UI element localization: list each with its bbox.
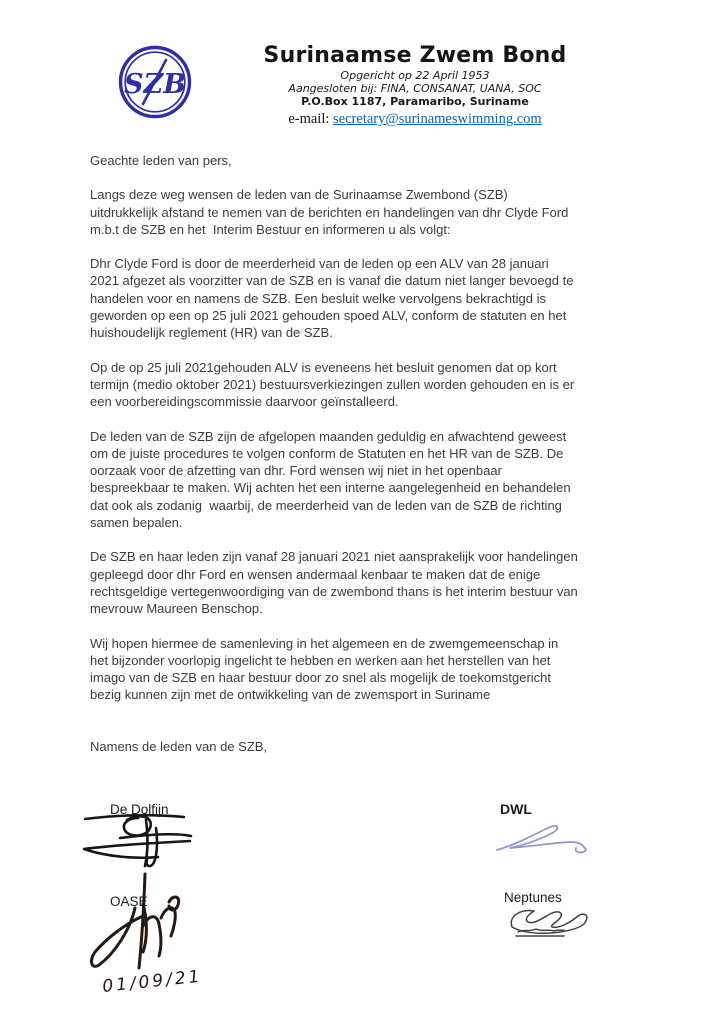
letter-body bbox=[90, 152, 656, 772]
text-line: oorzaak voor de afzetting van dhr. Ford wensen wij niet in het openbaar bbox=[90, 463, 502, 479]
email-line bbox=[182, 111, 648, 128]
signature-dwl bbox=[490, 820, 595, 858]
text-line: m.b.t de SZB en het Interim Bestuur en informeren u als volgt: bbox=[90, 221, 451, 237]
founded-line: Opgericht op 22 April 1953 bbox=[340, 69, 490, 82]
text-line: bezig kunnen zijn met de ontwikkeling van de zwemsport in Suriname bbox=[90, 687, 491, 703]
logo-monogram-text: SZB bbox=[123, 69, 187, 100]
club-label-neptunes: Neptunes bbox=[504, 890, 562, 905]
text-line: rechtsgeldige vertegenwoordiging van de zwembond thans is het interim bestuur van bbox=[90, 583, 578, 599]
text-line: Langs deze weg wensen de leden van de Surinaamse Zwembond (SZB) bbox=[90, 187, 508, 203]
club-label-oase: OASE bbox=[110, 894, 148, 909]
affiliations-line: Aangesloten bij: FINA, CONSANAT, UANA, SOC bbox=[288, 82, 542, 95]
signature-neptunes bbox=[500, 905, 595, 947]
text-line: imago van de SZB en haar bestuur door zo snel als mogelijk de toekomstgericht bbox=[90, 670, 552, 686]
text-line: De leden van de SZB zijn de afgelopen maanden geduldig en afwachtend geweest bbox=[90, 428, 567, 444]
text-line: huishoudelijk reglement (HR) van de SZB. bbox=[90, 325, 333, 341]
text-line: samen bepalen. bbox=[90, 515, 183, 531]
text-line: 2021 afgezet als voorzitter van de SZB en is vanaf die datum niet langer bevoegd te bbox=[90, 273, 574, 289]
address-line: P.O.Box 1187, Paramaribo, Suriname bbox=[301, 95, 529, 108]
text-line: uitdrukkelijk afstand te nemen van de berichten en handelingen van dhr Clyde Ford bbox=[90, 204, 569, 220]
signature-oase bbox=[85, 868, 215, 998]
text-line: dat ook als zodanig waarbij, de meerderheid van de leden van de SZB de richting bbox=[90, 497, 562, 513]
email-label: e-mail: bbox=[288, 111, 334, 127]
paragraph-5 bbox=[90, 548, 656, 617]
greeting bbox=[90, 152, 656, 169]
text-line: om de juiste procedures te volgen conform de Statuten en het HR van de SZB. De bbox=[90, 445, 564, 461]
text-line: een voorbereidingscommissie daarvoor geïnstalleerd. bbox=[90, 394, 399, 410]
handwritten-date: 01/09/21 bbox=[101, 966, 204, 997]
email-link[interactable]: secretary@surinameswimming.com bbox=[333, 111, 542, 127]
paragraph-4 bbox=[90, 428, 656, 532]
text-line: bespreekbaar te maken. Wij achten het een interne aangelegenheid en behandelen bbox=[90, 480, 571, 496]
closing-line bbox=[90, 738, 656, 755]
text-line: Dhr Clyde Ford is door de meerderheid van de leden op een ALV van 28 januari bbox=[90, 256, 549, 272]
org-title: Surinaamse Zwem Bond bbox=[263, 43, 567, 68]
text-line: geworden op een op 25 juli 2021 gehouden spoed ALV, conform de statuten en het bbox=[90, 308, 567, 324]
text-line: het bijzonder voorlopig ingelicht te hebben en werken aan het herstellen van het bbox=[90, 652, 551, 668]
paragraph-6 bbox=[90, 635, 656, 704]
text-line: Geachte leden van pers, bbox=[90, 153, 232, 168]
text-line: Op de op 25 juli 2021gehouden ALV is eveneens het besluit genomen dat op kort bbox=[90, 359, 557, 375]
letterhead bbox=[182, 42, 648, 128]
club-label-de-dolfijn: De Dolfijn bbox=[110, 802, 169, 817]
text-line: De SZB en haar leden zijn vanaf 28 januari 2021 niet aansprakelijk voor handelingen bbox=[90, 549, 578, 565]
text-line: mevrouw Maureen Benschop. bbox=[90, 601, 263, 617]
paragraph-1 bbox=[90, 186, 656, 238]
paragraph-3 bbox=[90, 359, 656, 411]
signature-de-dolfijn bbox=[82, 810, 202, 872]
club-label-dwl: DWL bbox=[500, 801, 532, 817]
paragraph-2 bbox=[90, 255, 656, 341]
text-line: Wij hopen hiermee de samenleving in het algemeen en de zwemgemeenschap in bbox=[90, 635, 559, 651]
text-line: Namens de leden van de SZB, bbox=[90, 738, 268, 754]
text-line: termijn (medio oktober 2021) bestuursverkiezingen zullen worden gehouden en is er bbox=[90, 376, 575, 392]
text-line: gepleegd door dhr Ford en wensen andermaal kenbaar te maken dat de enige bbox=[90, 566, 541, 582]
text-line: handelen voor en namens de SZB. Een besluit welke vervolgens bekrachtigd is bbox=[90, 290, 546, 306]
